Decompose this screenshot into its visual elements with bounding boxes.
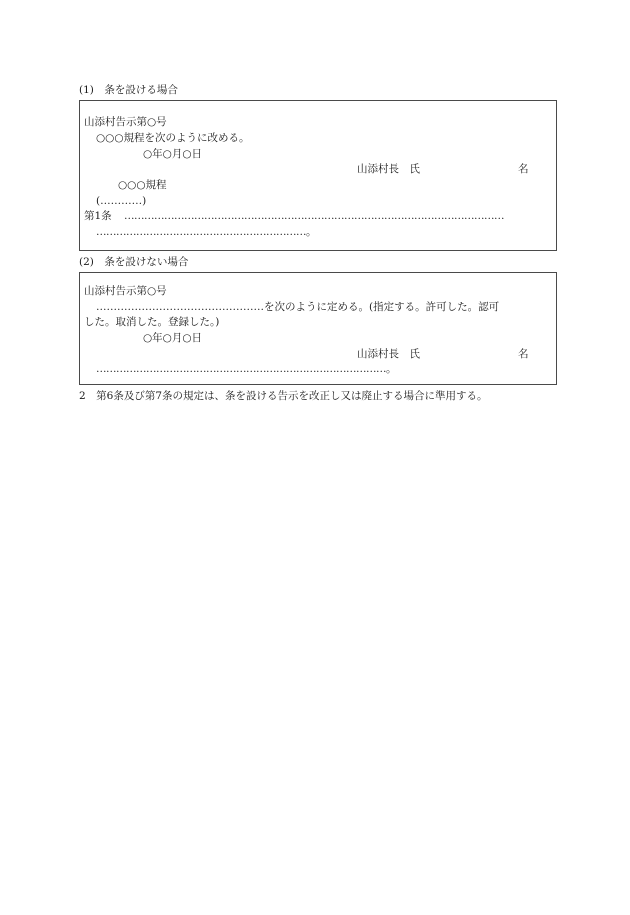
signer-title: 山添村長 氏: [357, 348, 420, 360]
amendment-intro: ○○○規程を次のように改める。: [96, 132, 250, 144]
section2-heading: (2) 条を設けない場合: [79, 256, 189, 268]
dots-line: ……………………………………………………………………………。: [96, 363, 396, 375]
notice-date: ○年○月○日: [143, 148, 202, 160]
body-line-2: した。取消した。登録した。): [84, 316, 220, 328]
paren-note: (…………): [96, 195, 147, 207]
section1-heading: (1) 条を設ける場合: [79, 84, 178, 96]
notice-number: 山添村告示第○号: [84, 285, 167, 297]
article-continuation: ………………………………………………………。: [96, 226, 316, 238]
signer-title: 山添村長 氏: [357, 163, 420, 175]
signer-name: 名: [518, 163, 529, 175]
article-label: 第1条: [84, 210, 112, 222]
notice-number: 山添村告示第○号: [84, 116, 167, 128]
paragraph-2: 2 第6条及び第7条の規定は、条を設ける告示を改正し又は廃止する場合に準用する。: [79, 390, 488, 402]
article-dots: ……………………………………………………………………………………………………: [124, 210, 504, 222]
notice-date: ○年○月○日: [143, 332, 202, 344]
signer-name: 名: [518, 348, 529, 360]
section2-form-box: [79, 272, 557, 385]
body-line-1: …………………………………………を次のように定める。(指定する。許可した。認可: [96, 301, 500, 313]
section1-form-box: [79, 100, 557, 251]
rule-title: ○○○規程: [118, 179, 167, 191]
